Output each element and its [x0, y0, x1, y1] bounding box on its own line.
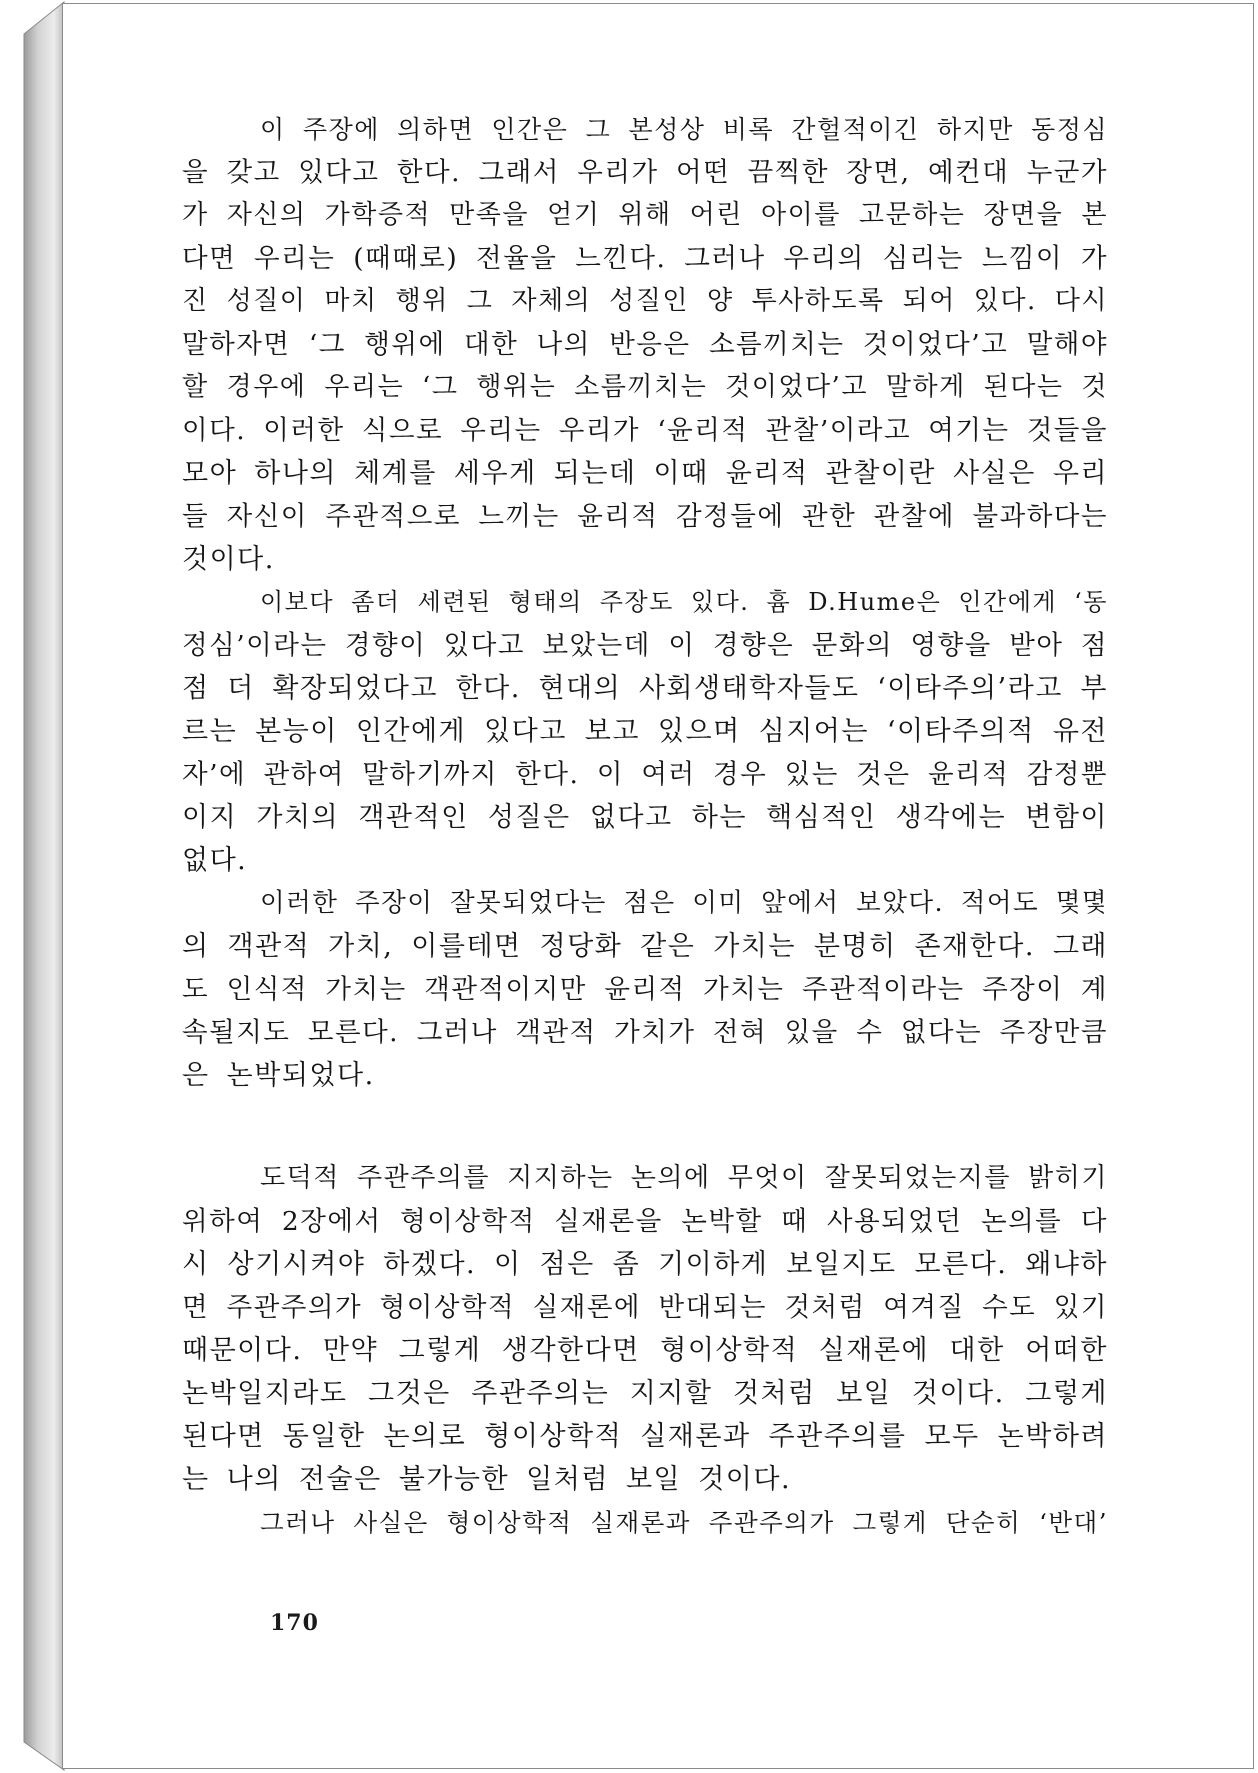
text-line: 는 나의 전술은 불가능한 일처럼 보일 것이다.	[182, 1464, 792, 1495]
page-number: 170	[270, 1610, 319, 1636]
text-line: 이러한 주장이 잘못되었다는 점은 이미 앞에서 보았다. 적어도 몇몇	[260, 888, 1109, 918]
text-line: 들 자신이 주관적으로 느끼는 윤리적 감정들에 관한 관찰에 불과하다는	[182, 501, 1108, 532]
text-line: 다면 우리는 (때때로) 전율을 느낀다. 그러나 우리의 심리는 느낌이 가	[182, 243, 1108, 274]
text-line: 정심’이라는 경향이 있다고 보았는데 이 경향은 문화의 영향을 받아 점	[182, 630, 1108, 661]
text-line: 도 인식적 가치는 객관적이지만 윤리적 가치는 주관적이라는 주장이 계	[182, 974, 1108, 1005]
text-line: 의 객관적 가치, 이를테면 정당화 같은 가치는 분명히 존재한다. 그래	[182, 931, 1108, 962]
text-line: 을 갖고 있다고 한다. 그래서 우리가 어떤 끔찍한 장면, 예컨대 누군가	[182, 157, 1108, 188]
text-line: 이보다 좀더 세련된 형태의 주장도 있다. 흄 D.Hume은 인간에게 ‘동	[260, 588, 1108, 616]
text-line: 속될지도 모른다. 그러나 객관적 가치가 전혀 있을 수 없다는 주장만큼	[182, 1017, 1108, 1048]
text-line: 진 성질이 마치 행위 그 자체의 성질인 양 투사하도록 되어 있다. 다시	[182, 286, 1108, 316]
book-spine	[0, 0, 66, 1773]
text-line: 말하자면 ‘그 행위에 대한 나의 반응은 소름끼치는 것이었다’고 말해야	[182, 329, 1108, 360]
text-line: 이지 가치의 객관적인 성질은 없다고 하는 핵심적인 생각에는 변함이	[182, 802, 1108, 833]
text-line: 논박일지라도 그것은 주관주의는 지지할 것처럼 보일 것이다. 그렇게	[182, 1378, 1108, 1409]
text-line: 은 논박되었다.	[182, 1060, 375, 1091]
text-line: 위하여 2장에서 형이상학적 실재론을 논박할 때 사용되었던 논의를 다	[182, 1206, 1108, 1237]
section-break	[182, 1097, 1108, 1157]
text-line: 없다.	[182, 845, 248, 876]
text-line: 모아 하나의 체계를 세우게 되는데 이때 윤리적 관찰이란 사실은 우리	[182, 458, 1109, 489]
text-line: 그러나 사실은 형이상학적 실재론과 주관주의가 그렇게 단순히 ‘반대’	[260, 1508, 1108, 1537]
text-line: 르는 본능이 인간에게 있다고 보고 있으며 심지어는 ‘이타주의적 유전	[182, 716, 1108, 747]
text-line: 자’에 관하여 말하기까지 한다. 이 여러 경우 있는 것은 윤리적 감정뿐	[182, 759, 1108, 790]
text-line: 면 주관주의가 형이상학적 실재론에 반대되는 것처럼 여겨질 수도 있기	[182, 1292, 1108, 1323]
text-line: 점 더 확장되었다고 한다. 현대의 사회생태학자들도 ‘이타주의’라고 부	[182, 673, 1108, 704]
text-line: 때문이다. 만약 그렇게 생각한다면 형이상학적 실재론에 대한 어떠한	[182, 1335, 1108, 1366]
text-line: 된다면 동일한 논의로 형이상학적 실재론과 주관주의를 모두 논박하려	[182, 1421, 1108, 1452]
text-line: 도덕적 주관주의를 지지하는 논의에 무엇이 잘못되었는지를 밝히기	[260, 1163, 1108, 1193]
text-line: 이다. 이러한 식으로 우리는 우리가 ‘윤리적 관찰’이라고 여기는 것들을	[182, 415, 1108, 446]
text-line: 할 경우에 우리는 ‘그 행위는 소름끼치는 것이었다’고 말하게 된다는 것	[182, 372, 1108, 402]
body-text	[182, 108, 1108, 1544]
text-line: 이 주장에 의하면 인간은 그 본성상 비록 간헐적이긴 하지만 동정심	[260, 115, 1108, 144]
text-line: 시 상기시켜야 하겠다. 이 점은 좀 기이하게 보일지도 모른다. 왜냐하	[182, 1249, 1108, 1280]
text-line: 것이다.	[182, 544, 275, 575]
text-line: 가 자신의 가학증적 만족을 얻기 위해 어린 아이를 고문하는 장면을 본	[182, 200, 1108, 230]
